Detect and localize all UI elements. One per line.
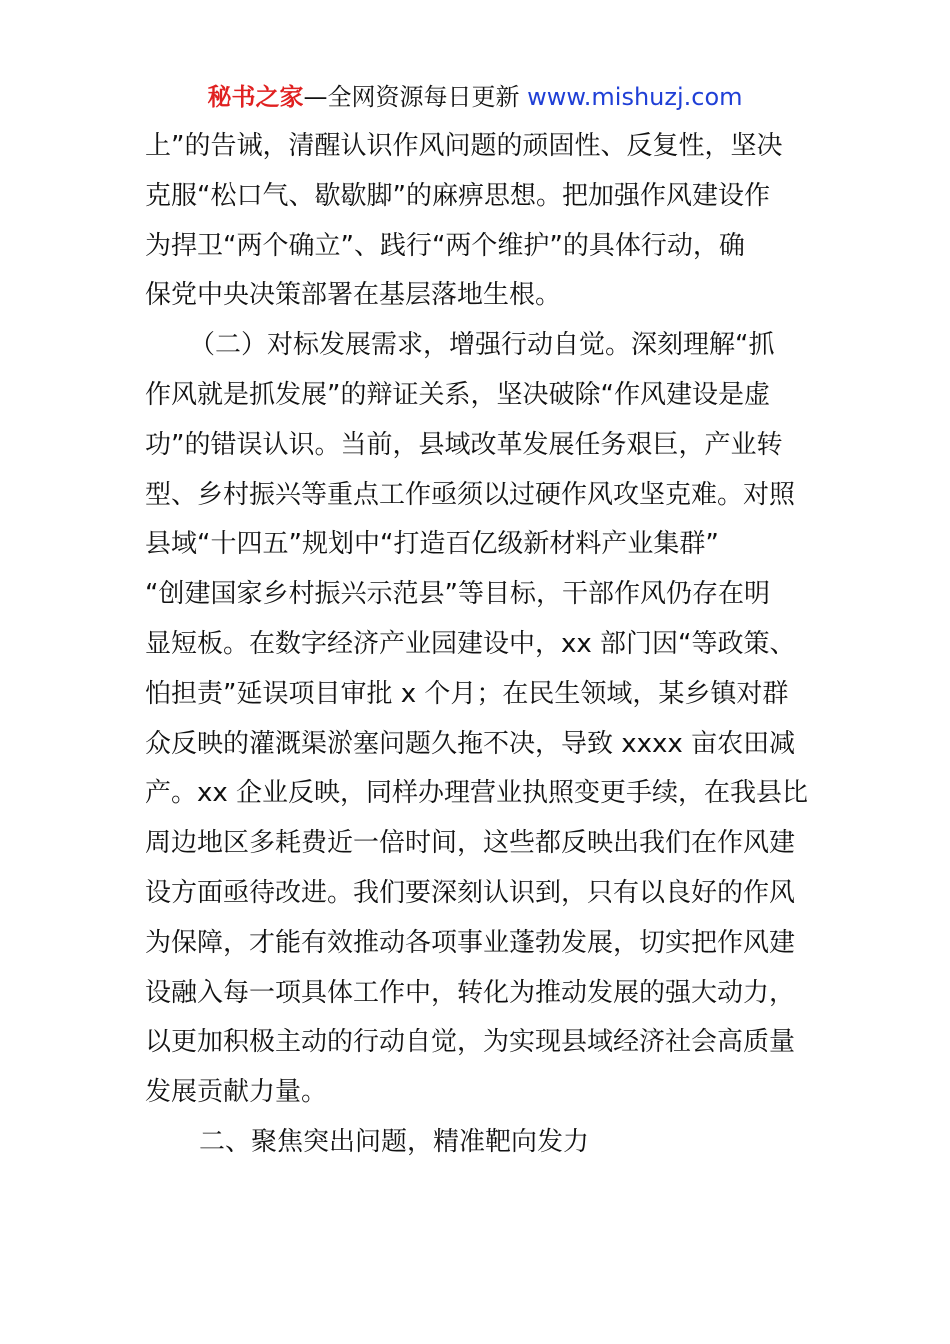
site-brand: 秘书之家 — [207, 83, 304, 111]
paragraph-line: 发展贡献力量。 — [145, 1077, 328, 1108]
document-body — [145, 122, 809, 1168]
paragraph-line: 县域“十四五”规划中“打造百亿级新材料产业集群” — [145, 529, 719, 560]
paragraph-line: 克服“松口气、歇歇脚”的麻痹思想。把加强作风建设作 — [145, 180, 770, 211]
site-url-link[interactable]: www.mishuzj.com — [527, 83, 743, 111]
paragraph-line: 为捍卫“两个确立”、践行“两个维护”的具体行动，确 — [145, 230, 745, 261]
paragraph-line: 设方面亟待改进。我们要深刻认识到，只有以良好的作风 — [145, 877, 796, 908]
paragraph-line: 怕担责”延误项目审批 x 个月；在民生领域，某乡镇对群 — [145, 678, 789, 709]
section-heading: 二、聚焦突出问题，精准靶向发力 — [199, 1126, 590, 1157]
site-tagline: —全网资源每日更新 — [303, 83, 520, 111]
paragraph-line: 设融入每一项具体工作中，转化为推动发展的强大动力， — [145, 977, 796, 1008]
paragraph-line: 周边地区多耗费近一倍时间，这些都反映出我们在作风建 — [145, 828, 796, 859]
paragraph-line: 上”的告诫，清醒认识作风问题的顽固性、反复性，坚决 — [145, 131, 783, 161]
paragraph-line: 作风就是抓发展”的辩证关系，坚决破除“作风建设是虚 — [145, 379, 770, 410]
paragraph-line: （二）对标发展需求，增强行动自觉。深刻理解“抓 — [189, 330, 775, 361]
paragraph-line: 保党中央决策部署在基层落地生根。 — [145, 280, 562, 311]
paragraph-line: 产。xx 企业反映，同样办理营业执照变更手续，在我县比 — [145, 778, 809, 809]
paragraph-line: 以更加积极主动的行动自觉，为实现县域经济社会高质量 — [145, 1027, 796, 1058]
paragraph-line: “创建国家乡村振兴示范县”等目标，干部作风仍存在明 — [145, 579, 770, 610]
paragraph-line: 显短板。在数字经济产业园建设中，xx 部门因“等政策、 — [145, 628, 796, 659]
paragraph-line: 功”的错误认识。当前，县域改革发展任务艰巨，产业转 — [145, 429, 783, 460]
paragraph-line: 型、乡村振兴等重点工作亟须以过硬作风攻坚克难。对照 — [145, 479, 796, 510]
site-header — [0, 80, 950, 114]
paragraph-line: 为保障，才能有效推动各项事业蓬勃发展，切实把作风建 — [145, 927, 796, 958]
paragraph-line: 众反映的灌溉渠淤塞问题久拖不决，导致 xxxx 亩农田减 — [145, 728, 796, 759]
